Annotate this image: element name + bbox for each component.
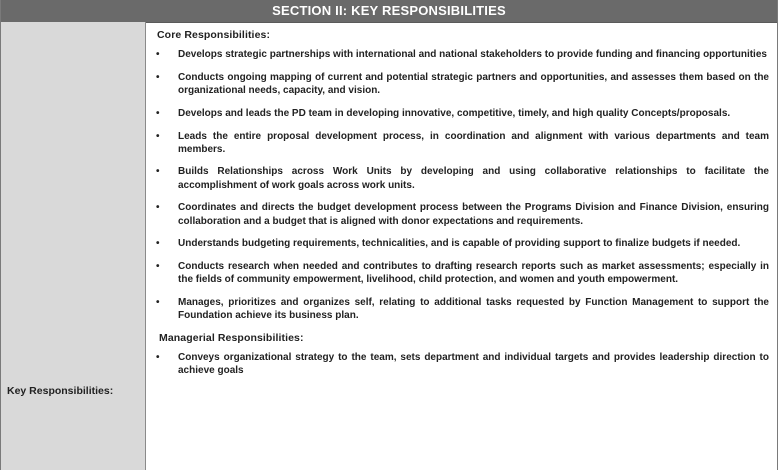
list-item: [154, 296, 769, 322]
bullet-icon: •: [156, 202, 160, 214]
bullet-icon: •: [156, 107, 160, 119]
core-responsibilities-list: [154, 48, 769, 322]
bullet-icon: •: [156, 49, 160, 61]
list-item-text: Conveys organizational strategy to the team, sets department and individual targets and provides leadership direction to achieve goals: [178, 351, 769, 377]
list-item: [154, 48, 769, 61]
list-item: [154, 260, 769, 286]
list-item: [154, 165, 769, 191]
bullet-icon: •: [156, 238, 160, 250]
bullet-icon: •: [156, 260, 160, 272]
managerial-responsibilities-list: [154, 351, 769, 377]
managerial-heading: Managerial Responsibilities:: [159, 331, 304, 344]
list-item-text: Leads the entire proposal development process, in coordination and alignment with various departments and team members.: [178, 130, 769, 155]
list-item: [154, 351, 769, 377]
list-item: [154, 237, 769, 250]
list-item-text: Conducts research when needed and contributes to drafting research reports such as market assessments; especially in the fields of community empowerment, livelihood, child protection, and women and youth empowerment.: [178, 260, 769, 286]
list-item: [154, 201, 769, 227]
content-cell: [146, 22, 777, 470]
list-item: [154, 107, 769, 120]
bullet-icon: •: [156, 130, 160, 142]
list-item-text: Develops and leads the PD team in developing innovative, competitive, timely, and high quality Concepts/proposals.: [178, 107, 731, 119]
list-item-text: Manages, prioritizes and organizes self, relating to additional tasks requested by Function Management to support the Foundation achieve its business plan.: [178, 296, 769, 322]
row-label: Key Responsibilities:: [7, 385, 114, 397]
bullet-icon: •: [156, 166, 160, 178]
responsibilities-row: [1, 22, 777, 470]
list-item: [154, 130, 769, 156]
list-item: [154, 71, 769, 97]
list-item-text: Develops strategic partnerships with international and national stakeholders to provide funding and financing opportunities: [178, 49, 767, 61]
bullet-icon: •: [156, 296, 160, 308]
bullet-icon: •: [156, 71, 160, 83]
label-cell: [1, 22, 146, 470]
section-header: SECTION II: KEY RESPONSIBILITIES: [1, 0, 777, 23]
list-item-text: Understands budgeting requirements, technicalities, and is capable of providing support to finalize budgets if needed.: [178, 238, 741, 250]
list-item-text: Builds Relationships across Work Units by developing and using collaborative relationships to facilitate the accomplishment of work goals across work units.: [178, 166, 769, 191]
list-item-text: Conducts ongoing mapping of current and potential strategic partners and opportunities, and assesses them based on the organizational needs, capacity, and vision.: [178, 71, 769, 97]
list-item-text: Coordinates and directs the budget development process between the Programs Division and Finance Division, ensuring collaboration and a budget that is aligned with donor expectations and requirements.: [178, 202, 769, 227]
bullet-icon: •: [156, 351, 160, 363]
core-heading: Core Responsibilities:: [157, 29, 271, 41]
